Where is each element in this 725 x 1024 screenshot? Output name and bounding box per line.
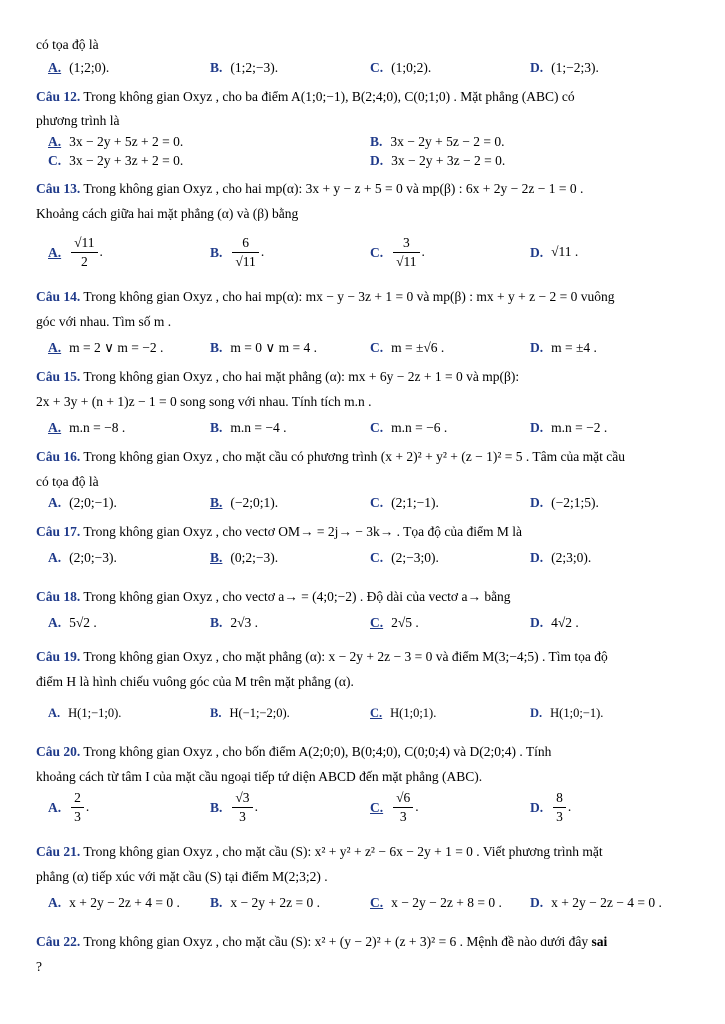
fraction: [232, 789, 252, 826]
answer-option[interactable]: [48, 338, 163, 358]
text-line: [36, 313, 685, 331]
line-text: khoảng cách từ tâm I của mặt cầu ngoại tiếp tứ diện ABCD đến mặt phẳng (ABC).: [36, 769, 483, 784]
text-line: [36, 36, 685, 54]
option-label: D.: [530, 615, 544, 630]
question-line: [36, 448, 685, 466]
option-label: B.: [370, 134, 383, 149]
line-text: Trong không gian Oxyz , cho bốn điểm A(2;0;0), B(0;4;0), C(0;0;4) và D(2;0;4) . Tính: [80, 744, 552, 759]
option-label: D.: [530, 550, 544, 565]
answer-option[interactable]: [210, 703, 290, 723]
line-text: điểm H là hình chiếu vuông góc của M trên mặt phẳng (α).: [36, 674, 354, 689]
answer-option[interactable]: [48, 132, 183, 152]
answer-option[interactable]: [210, 58, 278, 78]
answer-option[interactable]: [210, 229, 264, 276]
option-tail: .: [567, 799, 572, 814]
fraction: [71, 234, 97, 271]
option-label: B.: [210, 706, 222, 720]
answer-option[interactable]: [48, 893, 180, 913]
fraction: [71, 789, 84, 826]
option-text: 3x − 2y + 5z + 2 = 0.: [69, 134, 184, 149]
option-label: B.: [210, 244, 223, 260]
answer-option[interactable]: [370, 338, 444, 358]
option-text: (1;0;2).: [391, 60, 432, 75]
option-text: (2;0;−1).: [69, 495, 117, 510]
answer-option[interactable]: [210, 893, 320, 913]
fraction-numerator: √3: [232, 789, 252, 808]
answer-option[interactable]: [530, 338, 597, 358]
option-text: (0;2;−3).: [230, 550, 279, 565]
answer-option[interactable]: [370, 493, 439, 513]
answer-options: [48, 132, 688, 152]
line-text: Trong không gian Oxyz , cho hai mặt phẳng (α): mx + 6y − 2z + 1 = 0 và mp(β):: [80, 369, 520, 384]
option-text: m.n = −8 .: [69, 420, 126, 435]
fraction: [232, 234, 258, 271]
answer-option[interactable]: [48, 703, 121, 723]
text-line: [36, 473, 685, 491]
text-line: [36, 112, 685, 130]
question-number: Câu 12.: [36, 89, 81, 104]
option-label: A.: [48, 895, 62, 910]
answer-option[interactable]: [370, 229, 425, 276]
answer-options: [48, 58, 688, 78]
option-text: m.n = −6 .: [391, 420, 448, 435]
option-label: B.: [210, 420, 223, 435]
option-text: m = 2 ∨ m = −2 .: [69, 340, 164, 355]
answer-option[interactable]: [370, 151, 505, 171]
question-number: Câu 20.: [36, 744, 81, 759]
answer-options: [48, 493, 688, 513]
question-number: Câu 15.: [36, 369, 81, 384]
question-line: [36, 933, 685, 951]
option-label: A.: [48, 420, 62, 435]
question-line: [36, 648, 685, 666]
option-label: C.: [370, 495, 384, 510]
line-text: Trong không gian Oxyz , cho hai mp(α): mx − y − 3z + 1 = 0 và mp(β) : mx + y + z − 2 = 0 vuông: [80, 289, 615, 304]
answer-options: [48, 418, 688, 438]
fraction-numerator: 6: [232, 234, 258, 253]
answer-option[interactable]: [210, 493, 278, 513]
option-tail: .: [85, 799, 90, 814]
question-number: Câu 21.: [36, 844, 81, 859]
question-line: [36, 368, 685, 386]
option-label: A.: [48, 706, 61, 720]
option-label: C.: [370, 340, 384, 355]
option-tail: .: [415, 799, 419, 814]
answer-option[interactable]: [530, 613, 579, 633]
question-line: [36, 523, 685, 541]
answer-option[interactable]: [48, 784, 89, 831]
option-tail: .: [260, 244, 265, 259]
answer-option[interactable]: [210, 613, 258, 633]
answer-option[interactable]: [530, 229, 578, 276]
fraction-denominator: √11: [396, 254, 417, 270]
answer-options: [48, 338, 688, 358]
option-label: B.: [210, 550, 223, 565]
option-text: (−2;1;5).: [551, 495, 599, 510]
text-line: [36, 958, 685, 976]
option-label: A.: [48, 615, 62, 630]
line-text: ?: [36, 959, 42, 974]
option-text: x − 2y + 2z = 0 .: [230, 895, 320, 910]
answer-option[interactable]: [530, 703, 603, 723]
answer-options: [48, 703, 688, 723]
question-line: [36, 88, 685, 106]
option-label: D.: [530, 706, 543, 720]
answer-option[interactable]: [370, 613, 419, 633]
answer-option[interactable]: [530, 58, 599, 78]
option-label: B.: [210, 615, 223, 630]
fraction-denominator: 3: [399, 809, 407, 825]
option-label: B.: [210, 340, 223, 355]
answer-option[interactable]: [530, 548, 591, 568]
fraction-numerator: 2: [71, 789, 84, 808]
fraction-denominator: 2: [80, 254, 88, 270]
option-label: C.: [370, 244, 384, 260]
question-number: Câu 17.: [36, 524, 81, 539]
line-text: Trong không gian Oxyz , cho vectơ OM→ = 2j→ − 3k→ . Tọa độ của điểm M là: [80, 524, 522, 539]
option-label: D.: [370, 153, 384, 168]
option-text: H(1;0;−1).: [550, 706, 604, 720]
option-text: m = ±4 .: [551, 340, 597, 355]
option-label: D.: [530, 244, 544, 260]
line-text: có tọa độ là: [36, 474, 99, 489]
option-label: A.: [48, 244, 62, 260]
line-text: Trong không gian Oxyz , cho hai mp(α): 3x + y − z + 5 = 0 và mp(β) : 6x + 2y − 2z − 1 = 0 .: [80, 181, 584, 196]
line-text: phương trình là: [36, 113, 120, 128]
option-label: A.: [48, 799, 62, 815]
question-number: Câu 13.: [36, 181, 81, 196]
option-label: A.: [48, 134, 62, 149]
option-label: C.: [370, 420, 384, 435]
line-text: Trong không gian Oxyz , cho mặt cầu (S): x² + y² + z² − 6x − 2y + 1 = 0 . Viết phương trình mặt: [80, 844, 603, 859]
emphasis-text: sai: [591, 934, 608, 949]
question-line: [36, 843, 685, 861]
answer-options: [48, 151, 688, 171]
option-label: D.: [530, 799, 544, 815]
answer-option[interactable]: [48, 613, 97, 633]
answer-option[interactable]: [210, 418, 287, 438]
question-number: Câu 22.: [36, 934, 81, 949]
option-text: x − 2y − 2z + 8 = 0 .: [391, 895, 502, 910]
option-label: C.: [370, 895, 384, 910]
question-number: Câu 16.: [36, 449, 81, 464]
option-text: 3x − 2y + 5z − 2 = 0.: [390, 134, 505, 149]
question-line: [36, 743, 685, 761]
option-label: C.: [370, 550, 384, 565]
answer-option[interactable]: [370, 418, 447, 438]
answer-option[interactable]: [370, 132, 504, 152]
answer-option[interactable]: [48, 58, 109, 78]
option-text: (2;1;−1).: [391, 495, 439, 510]
fraction-denominator: √11: [235, 254, 256, 270]
option-text: H(1;0;1).: [390, 706, 437, 720]
option-label: C.: [370, 706, 383, 720]
option-text: 5√2 .: [69, 615, 97, 630]
option-label: B.: [210, 60, 223, 75]
option-label: C.: [370, 615, 384, 630]
fraction-numerator: 8: [553, 789, 566, 808]
line-text: Trong không gian Oxyz , cho ba điểm A(1;0;−1), B(2;4;0), C(0;1;0) . Mặt phẳng (ABC) có: [80, 89, 575, 104]
answer-option[interactable]: [370, 548, 439, 568]
line-text: Khoảng cách giữa hai mặt phẳng (α) và (β) bằng: [36, 206, 299, 221]
option-text: (1;2;−3).: [230, 60, 279, 75]
option-label: B.: [210, 895, 223, 910]
answer-option[interactable]: [210, 338, 317, 358]
option-label: C.: [48, 153, 62, 168]
line-text: có tọa độ là: [36, 37, 99, 52]
line-text: Trong không gian Oxyz , cho mặt cầu có phương trình (x + 2)² + y² + (z − 1)² = 5 . Tâm của mặt cầu: [80, 449, 625, 464]
option-text: 2√5 .: [391, 615, 419, 630]
question-line: [36, 180, 685, 198]
option-tail: .: [254, 799, 258, 814]
answer-options: [48, 548, 688, 568]
line-text: Trong không gian Oxyz , cho mặt cầu (S): x² + (y − 2)² + (z + 3)² = 6 . Mệnh đề nào dưới đây: [80, 934, 592, 949]
answer-option[interactable]: [530, 418, 607, 438]
text-line: [36, 393, 685, 411]
answer-option[interactable]: [370, 893, 502, 913]
answer-option[interactable]: [48, 418, 125, 438]
answer-option[interactable]: [370, 784, 419, 831]
answer-option[interactable]: [48, 229, 103, 276]
fraction-numerator: √11: [71, 234, 97, 253]
answer-options: [48, 229, 688, 275]
option-label: C.: [370, 799, 384, 815]
option-label: A.: [48, 340, 62, 355]
option-label: C.: [370, 60, 384, 75]
fraction: [393, 789, 413, 826]
line-text: Trong không gian Oxyz , cho mặt phẳng (α): x − 2y + 2z − 3 = 0 và điểm M(3;−4;5) . Tìm tọa độ: [80, 649, 608, 664]
answer-option[interactable]: [210, 548, 278, 568]
option-text: m.n = −4 .: [230, 420, 287, 435]
option-label: D.: [530, 895, 544, 910]
option-text: (1;2;0).: [69, 60, 110, 75]
question-line: [36, 588, 685, 606]
answer-option[interactable]: [370, 58, 431, 78]
fraction: [393, 234, 419, 271]
answer-option[interactable]: [530, 784, 571, 831]
answer-option[interactable]: [48, 548, 117, 568]
option-label: D.: [530, 495, 544, 510]
text-line: [36, 673, 685, 691]
option-text: H(1;−1;0).: [68, 706, 122, 720]
option-label: D.: [530, 340, 544, 355]
option-label: A.: [48, 495, 62, 510]
option-text: x + 2y − 2z + 4 = 0 .: [69, 895, 180, 910]
option-text: m = ±√6 .: [391, 340, 445, 355]
option-label: B.: [210, 799, 223, 815]
answer-option[interactable]: [530, 893, 662, 913]
option-text: 4√2 .: [551, 615, 579, 630]
option-text: H(−1;−2;0).: [229, 706, 290, 720]
fraction-numerator: 3: [393, 234, 419, 253]
answer-options: [48, 613, 688, 633]
text-line: [36, 868, 685, 886]
answer-option[interactable]: [530, 493, 599, 513]
option-label: D.: [530, 60, 544, 75]
question-line: [36, 288, 685, 306]
fraction: [553, 789, 566, 826]
option-text: m.n = −2 .: [551, 420, 608, 435]
option-label: A.: [48, 550, 62, 565]
option-text: 3x − 2y + 3z − 2 = 0.: [391, 153, 506, 168]
question-number: Câu 18.: [36, 589, 81, 604]
option-text: 3x − 2y + 3z + 2 = 0.: [69, 153, 184, 168]
answer-options: [48, 784, 688, 830]
option-text: (1;−2;3).: [551, 60, 599, 75]
fraction-denominator: 3: [74, 809, 81, 825]
option-text: (2;3;0).: [551, 550, 592, 565]
option-tail: .: [99, 244, 103, 259]
option-text: (2;0;−3).: [69, 550, 117, 565]
fraction-numerator: √6: [393, 789, 413, 808]
answer-option[interactable]: [210, 784, 258, 831]
line-text: phẳng (α) tiếp xúc với mặt cầu (S) tại điểm M(2;3;2) .: [36, 869, 328, 884]
question-number: Câu 14.: [36, 289, 81, 304]
option-label: D.: [530, 420, 544, 435]
option-text: (−2;0;1).: [230, 495, 279, 510]
question-number: Câu 19.: [36, 649, 81, 664]
option-text: x + 2y − 2z − 4 = 0 .: [551, 895, 662, 910]
text-line: [36, 205, 685, 223]
option-label: B.: [210, 495, 223, 510]
option-text: m = 0 ∨ m = 4 .: [230, 340, 318, 355]
answer-option[interactable]: [370, 703, 436, 723]
option-text: (2;−3;0).: [391, 550, 439, 565]
option-label: A.: [48, 60, 62, 75]
answer-option[interactable]: [48, 151, 183, 171]
fraction-denominator: 3: [239, 809, 246, 825]
line-text: góc với nhau. Tìm số m .: [36, 314, 172, 329]
answer-option[interactable]: [48, 493, 117, 513]
answer-options: [48, 893, 688, 913]
option-text: √11 .: [551, 244, 579, 259]
fraction-denominator: 3: [556, 809, 563, 825]
line-text: 2x + 3y + (n + 1)z − 1 = 0 song song với nhau. Tính tích m.n .: [36, 394, 372, 409]
option-text: 2√3 .: [230, 615, 259, 630]
line-text: Trong không gian Oxyz , cho vectơ a→ = (4;0;−2) . Độ dài của vectơ a→ bằng: [80, 589, 511, 604]
option-tail: .: [421, 244, 425, 259]
